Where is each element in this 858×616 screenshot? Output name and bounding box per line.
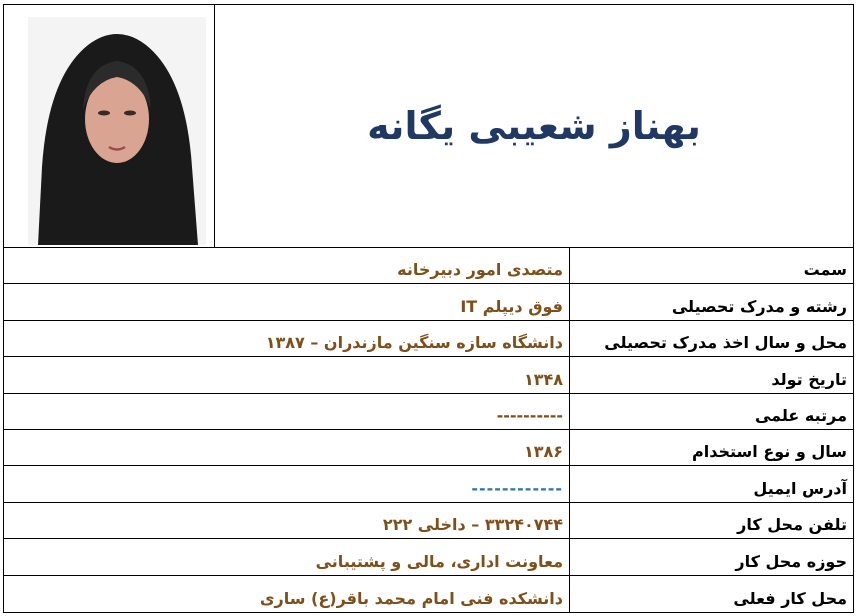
photo-cell [4,5,215,247]
field-value: معاونت اداری، مالی و پشتیبانی [315,551,563,571]
info-row-position [4,248,853,284]
field-label: محل کار فعلی [569,576,853,612]
field-value: دانشکده فنی امام محمد باقر(ع) ساری [259,588,563,608]
profile-name: بهناز شعیبی یگانه [367,104,701,148]
field-label: تلفن محل کار [569,503,853,538]
info-row-email [4,466,853,502]
info-row-workplace [4,576,853,612]
info-row-phone [4,503,853,539]
field-label: محل و سال اخذ مدرک تحصیلی [569,321,853,356]
profile-header [4,5,853,248]
info-row-degree [4,284,853,320]
info-table [4,248,853,612]
field-label: سمت [569,248,853,283]
field-label: مرتبه علمی [569,394,853,429]
field-label: آدرس ایمیل [569,466,853,501]
info-row-employment [4,430,853,466]
field-value: ۱۳۸۶ [523,442,563,462]
profile-card [3,4,854,613]
field-value: ---------- [496,405,563,425]
info-row-degree-place [4,321,853,357]
field-value: ۱۳۴۸ [523,369,563,389]
info-row-academic-rank [4,394,853,430]
field-value: ------------ [471,478,563,498]
field-label: سال و نوع استخدام [569,430,853,465]
field-label: رشته و مدرک تحصیلی [569,284,853,319]
field-label: تاریخ تولد [569,357,853,392]
field-value: دانشگاه سازه سنگین مازندران – ۱۳۸۷ [265,333,563,353]
field-label: حوزه محل کار [569,539,853,574]
field-value: متصدی امور دبیرخانه [397,260,563,280]
profile-photo [28,17,206,245]
info-row-birthdate [4,357,853,393]
field-value: ۳۳۲۴۰۷۴۴ – داخلی ۲۲۲ [382,515,563,535]
field-value: فوق دیپلم IT [460,296,563,316]
info-row-department [4,539,853,575]
